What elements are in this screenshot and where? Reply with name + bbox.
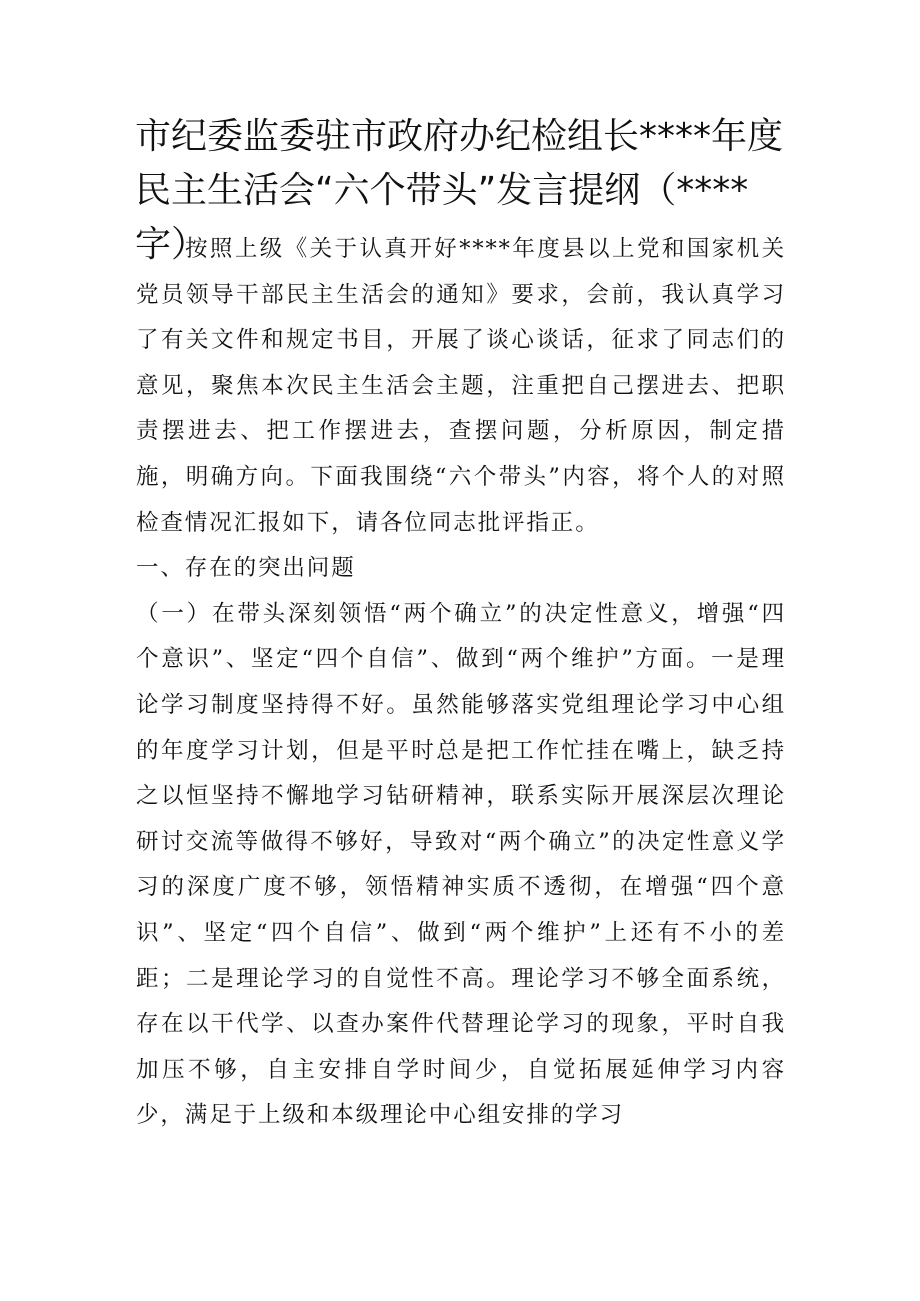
section-heading: 一、存在的突出问题 bbox=[136, 555, 356, 582]
section-item-paragraph: （一）在带头深刻领悟“两个确立”的决定性意义，增强“四个意识”、坚定“四个自信”、做到“两个维护”方面。一是理论学习制度坚持得不好。虽然能够落实党组理论学习中心组的年度学习计划，但是平时总是把工作忙挂在嘴上，缺乏持之以恒坚持不懈地学习钻研精神，联系实际开展深层次理论研讨交流等做得不够好，导致对“两个确立”的决定性意义学习的深度广度不够，领悟精神实质不透彻，在增强“四个意识”、坚定“四个自信”、做到“两个维护”上还有不小的差距；二是理论学习的自觉性不高。理论学习不够全面系统，存在以干代学、以查办案件代替理论学习的现象，平时自我加压不够，自主安排自学时间少，自觉拓展延伸学习内容少，满足于上级和本级理论中心组安排的学习 bbox=[136, 600, 786, 1129]
document-body bbox=[136, 227, 786, 1139]
intro-paragraph: 按照上级《关于认真开好****年度县以上党和国家机关党员领导干部民主生活会的通知》要求，会前，我认真学习了有关文件和规定书目，开展了谈心谈话，征求了同志们的意见，聚焦本次民主生活会主题，注重把自己摆进去、把职责摆进去、把工作摆进去，查摆问题，分析原因，制定措施，明确方向。下面我围绕“六个带头”内容，将个人的对照检查情况汇报如下，请各位同志批评指正。 bbox=[136, 236, 786, 536]
document-title: 市纪委监委驻市政府办纪检组长****年度民主生活会“六个带头”发言提纲（****字） bbox=[135, 116, 784, 265]
